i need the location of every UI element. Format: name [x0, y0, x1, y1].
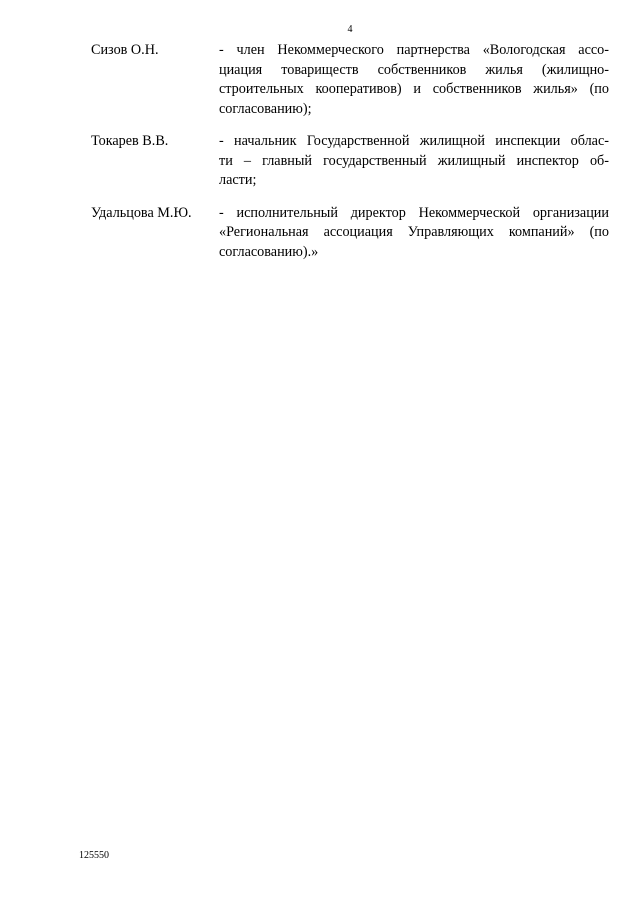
members-list — [91, 41, 609, 275]
member-role — [219, 132, 609, 191]
member-role-line: строительных кооперативов) и собственников жилья» (по — [219, 81, 609, 97]
member-role-line: согласованию).» — [219, 243, 319, 260]
member-role — [219, 41, 609, 119]
member-role-line: ти – главный государственный жилищный инспектор об- — [219, 152, 609, 169]
member-role-line: ласти; — [219, 172, 257, 188]
member-role-line: циация товариществ собственников жилья (жилищно- — [219, 61, 609, 78]
member-role-line: согласованию); — [219, 100, 312, 117]
document-code: 125550 — [79, 850, 109, 861]
member-role-line: «Региональная ассоциация Управляющих компаний» (по — [219, 224, 609, 240]
member-row — [91, 132, 609, 191]
member-name: Удальцова М.Ю. — [91, 204, 192, 221]
member-name: Токарев В.В. — [91, 133, 169, 149]
member-row — [91, 41, 609, 119]
member-name: Сизов О.Н. — [91, 42, 159, 58]
member-row — [91, 204, 609, 263]
member-role — [219, 204, 609, 263]
page-number: 4 — [347, 24, 353, 35]
member-role-line: - начальник Государственной жилищной инспекции облас- — [219, 133, 609, 149]
member-role-line: - член Некоммерческого партнерства «Вологодская ассо- — [219, 42, 609, 58]
member-role-line: - исполнительный директор Некоммерческой организации — [219, 204, 609, 221]
